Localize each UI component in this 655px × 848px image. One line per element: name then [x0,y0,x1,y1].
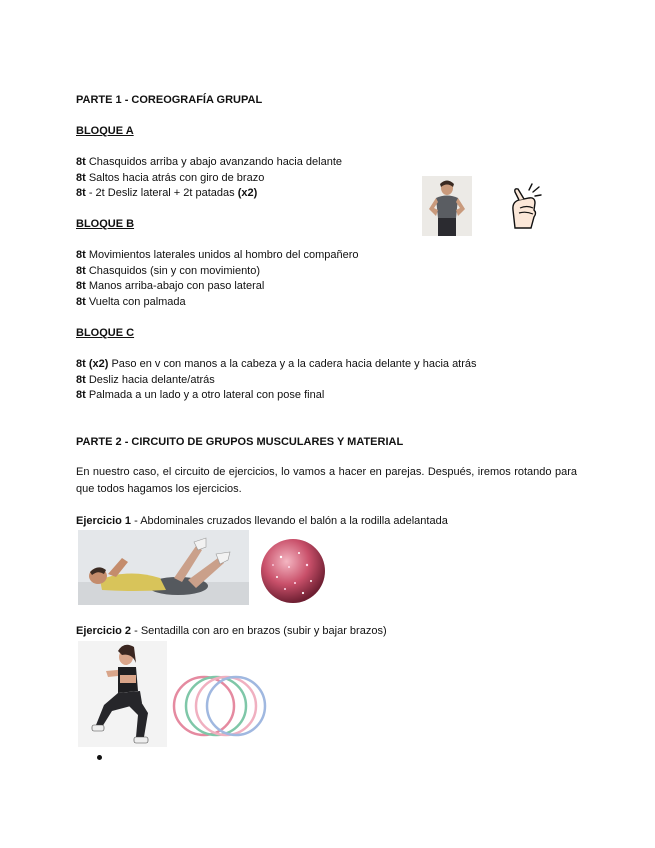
exercise-2-line [76,624,387,638]
beat-count: 8t [76,265,86,277]
step-text: Chasquidos (sin y con movimiento) [85,265,261,277]
glitter-ball-image [259,537,327,605]
exercise-text: - Abdominales cruzados llevando el balón a la rodilla adelantada [131,515,448,527]
block-a-item-1 [76,155,342,169]
empty-bullet [97,755,102,760]
step-text: Desliz hacia delante/atrás [85,374,215,386]
part1-title: PARTE 1 - COREOGRAFÍA GRUPAL [76,94,263,106]
beat-count: 8t (x2) [76,358,109,370]
block-c-item-1 [76,357,477,371]
repeat-marker: (x2) [237,187,258,199]
woman-hands-on-hips-image [422,176,472,236]
block-b-item-4 [76,295,186,309]
block-b-item-2 [76,264,260,278]
hula-hoops-image [170,673,268,739]
block-a-item-3 [76,186,257,200]
step-text: - 2t Desliz lateral + 2t patadas [85,187,238,199]
beat-count: 8t [76,156,86,168]
step-text: Manos arriba-abajo con paso lateral [85,280,265,292]
exercise-label: Ejercicio 1 [76,515,132,527]
exercise-1-line [76,514,448,528]
step-text: Chasquidos arriba y abajo avanzando hacia delante [85,156,343,168]
beat-count: 8t [76,280,86,292]
block-b-heading: BLOQUE B [76,218,135,230]
block-a-item-2 [76,171,264,185]
beat-count: 8t [76,172,86,184]
block-b-item-1 [76,248,358,262]
beat-count: 8t [76,374,86,386]
block-c-heading: BLOQUE C [76,327,135,339]
part2-intro: En nuestro caso, el circuito de ejercicios, lo vamos a hacer en parejas. Después, iremos rotando para que todos hagamos los ejercicios. [76,466,577,495]
step-text: Paso en v con manos a la cabeza y a la cadera hacia delante y hacia atrás [108,358,477,370]
step-text: Vuelta con palmada [85,296,186,308]
step-text: Saltos hacia atrás con giro de brazo [85,172,265,184]
exercise-label: Ejercicio 2 [76,625,132,637]
beat-count: 8t [76,296,86,308]
block-c-item-3 [76,388,324,402]
step-text: Movimientos laterales unidos al hombro del compañero [85,249,359,261]
part2-title: PARTE 2 - CIRCUITO DE GRUPOS MUSCULARES Y MATERIAL [76,436,404,448]
squat-exercise-image [78,641,167,747]
finger-snap-icon [505,180,543,232]
block-c-item-2 [76,373,215,387]
block-a-heading: BLOQUE A [76,125,134,137]
beat-count: 8t [76,389,86,401]
block-b-item-3 [76,279,264,293]
step-text: Palmada a un lado y a otro lateral con pose final [85,389,325,401]
beat-count: 8t [76,187,86,199]
crunch-exercise-image [78,530,249,605]
exercise-text: - Sentadilla con aro en brazos (subir y bajar brazos) [131,625,387,637]
beat-count: 8t [76,249,86,261]
